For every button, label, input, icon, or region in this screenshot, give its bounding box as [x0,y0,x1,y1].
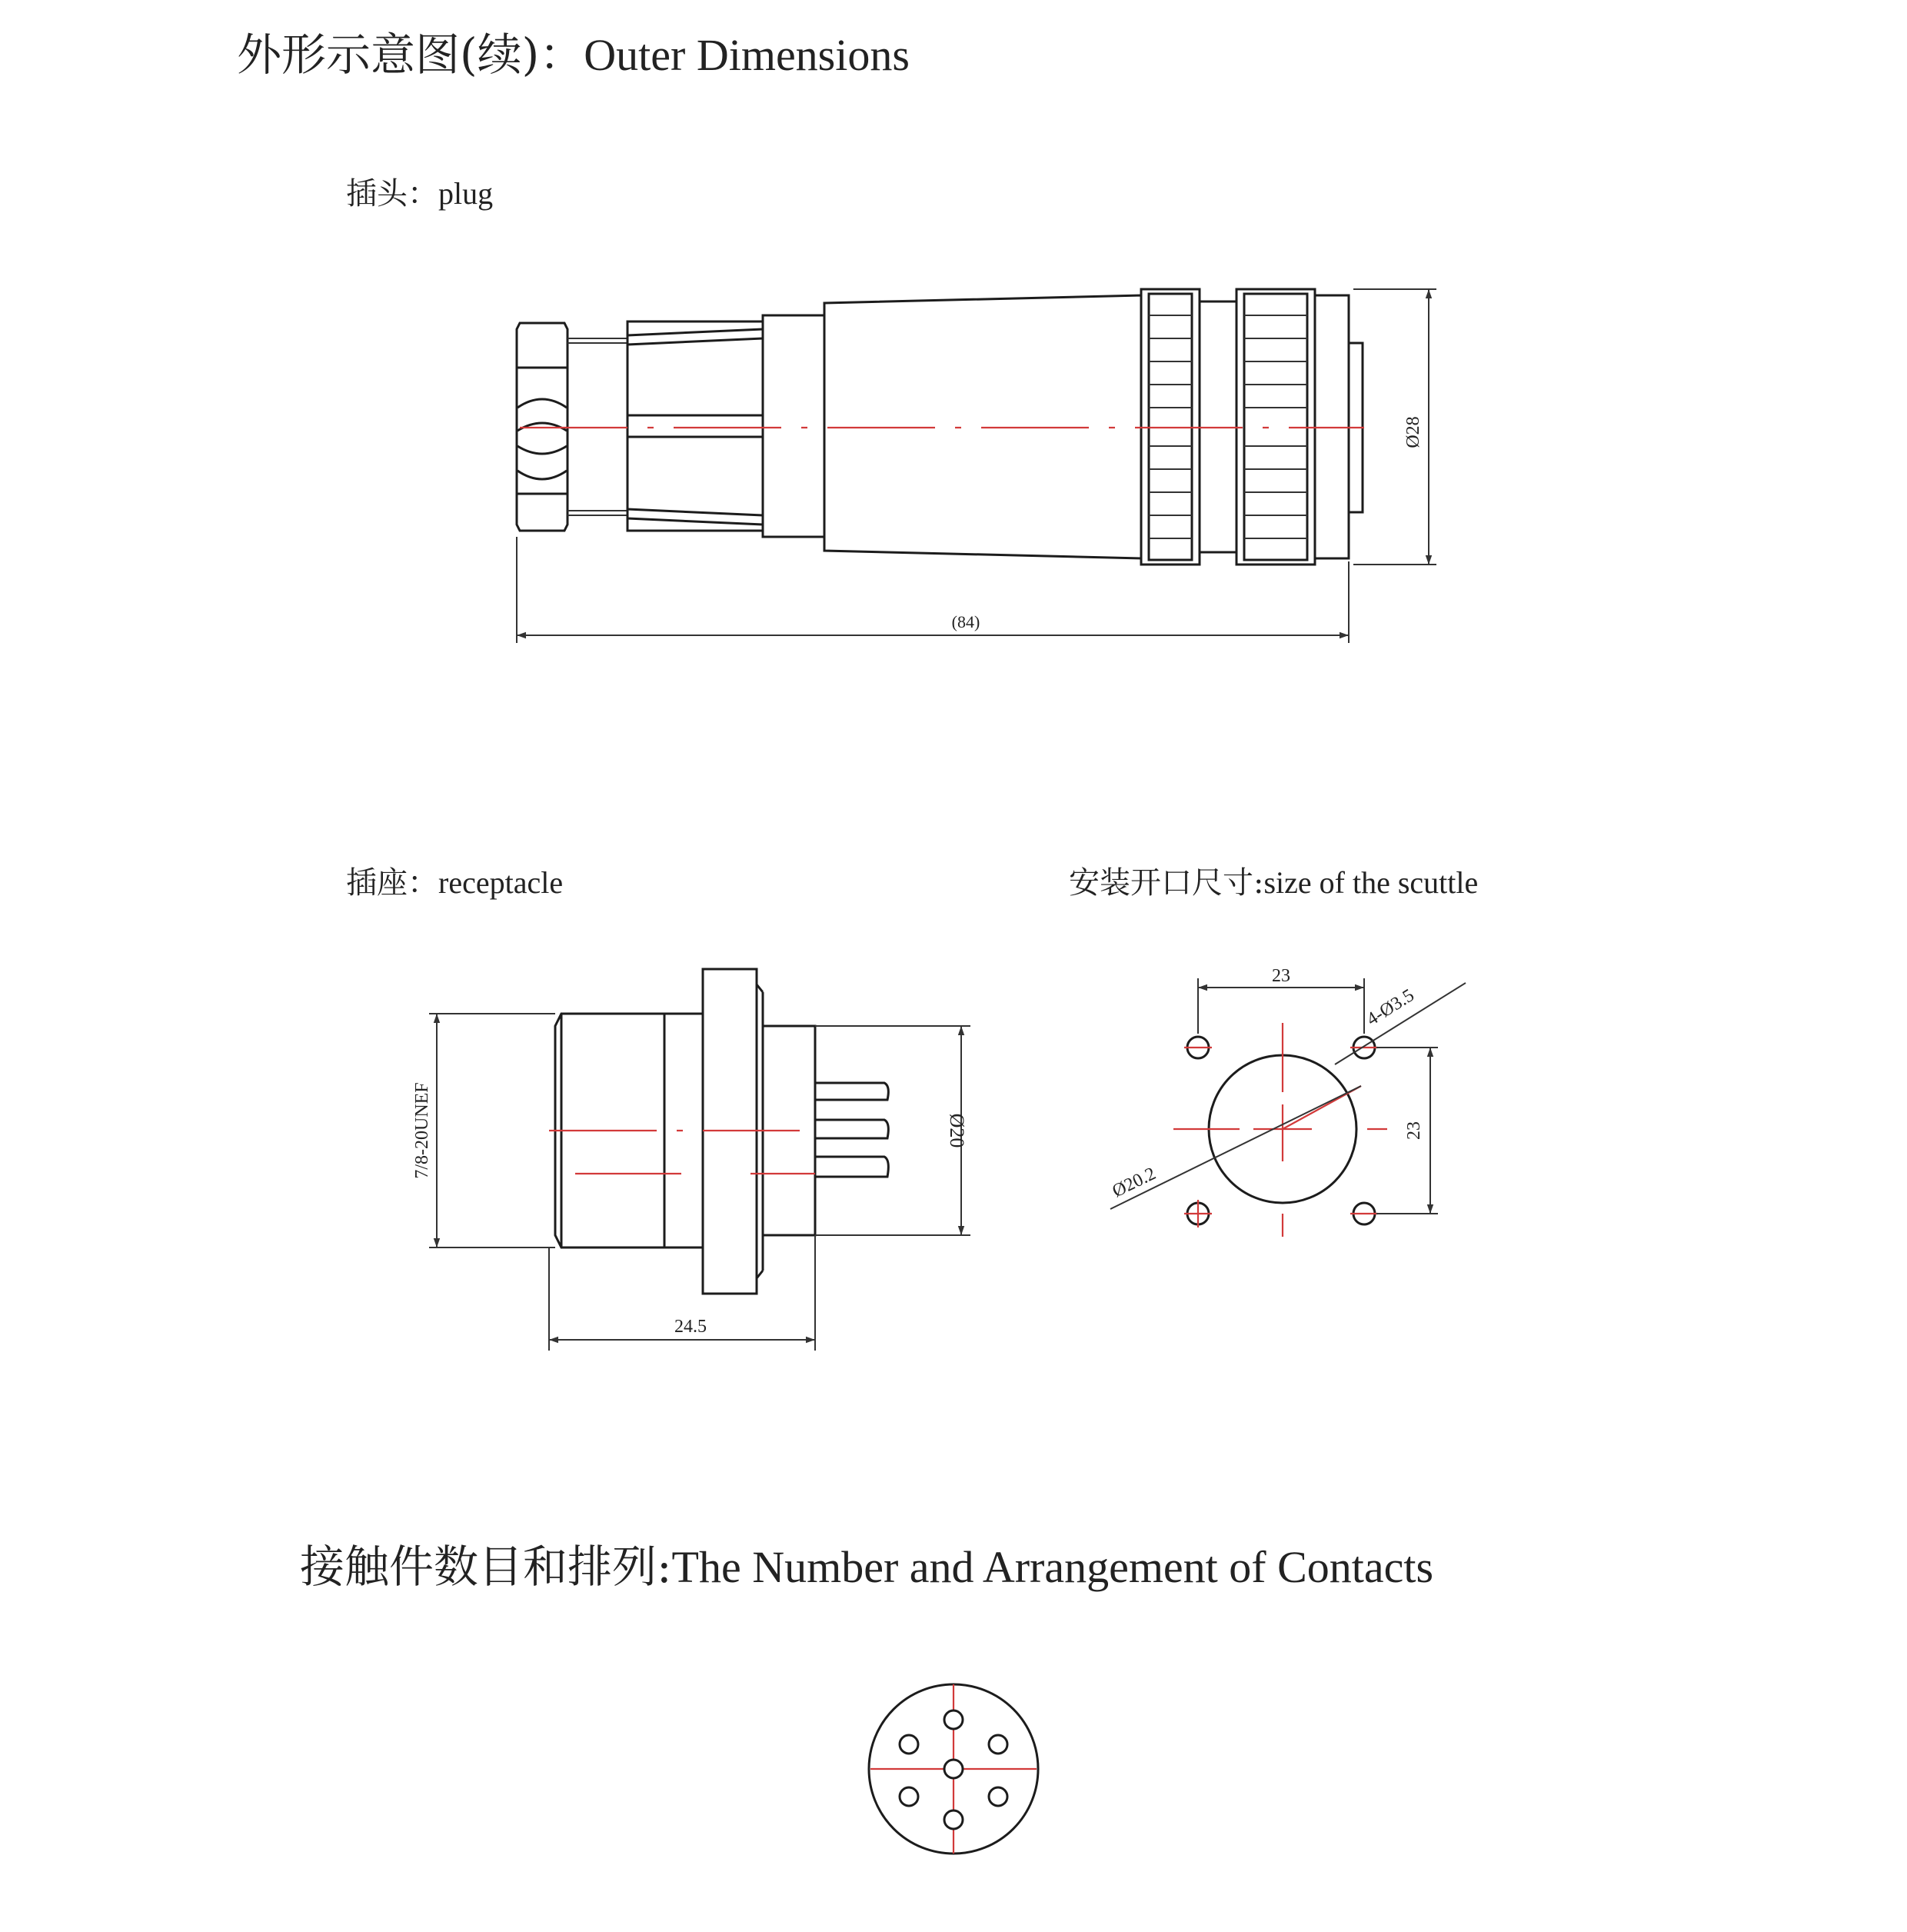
receptacle-pins [815,1083,888,1177]
scuttle-bore-label: Ø20.2 [1109,1164,1160,1202]
scuttle-hole-label: 4-Ø3.5 [1363,985,1418,1030]
receptacle-diameter-label: Ø20 [946,1113,968,1148]
main-heading-en: Outer Dimensions [584,30,910,80]
scuttle-heading-en: size of the scuttle [1263,865,1479,900]
scuttle-width-dimension [1198,966,1364,1034]
contact-4 [900,1787,918,1806]
plug-heading-cn: 插头： [346,176,438,212]
plug-drawing [517,289,1436,643]
contacts-heading-cn: 接触件数目和排列: [300,1541,672,1593]
contact-center [944,1760,963,1778]
receptacle-length-label: 24.5 [674,1317,707,1337]
contacts-heading-en: The Number and Arrangement of Contacts [671,1542,1434,1592]
scuttle-heading-cn: 安装开口尺寸: [1069,865,1264,901]
scuttle-width-label: 23 [1272,966,1290,986]
receptacle-heading-cn: 插座： [346,865,438,901]
contacts-drawing [869,1684,1038,1854]
scuttle-hole-leader [1335,983,1466,1064]
contact-3 [989,1735,1007,1754]
plug-length-label: (84) [951,612,980,631]
receptacle-thread-dimension [412,1014,555,1247]
scuttle-height-dimension [1376,1048,1438,1214]
receptacle-collar [664,1014,703,1247]
contact-1 [944,1710,963,1729]
plug-diameter-label: Ø28 [1403,416,1423,448]
scuttle-drawing [1110,966,1466,1237]
receptacle-thread-label: 7/8-20UNEF [412,1082,432,1179]
receptacle-length-dimension [549,1235,815,1351]
plug-diameter-dimension [1353,289,1436,565]
receptacle-heading-en: receptacle [438,865,564,900]
contact-6 [944,1810,963,1829]
main-heading-cn: 外形示意图(续)： [237,28,584,81]
contact-5 [989,1787,1007,1806]
receptacle-drawing [412,969,970,1351]
plug-heading-en: plug [438,176,494,211]
plug-collet [627,315,763,537]
scuttle-height-label: 23 [1404,1121,1424,1140]
contact-2 [900,1735,918,1754]
